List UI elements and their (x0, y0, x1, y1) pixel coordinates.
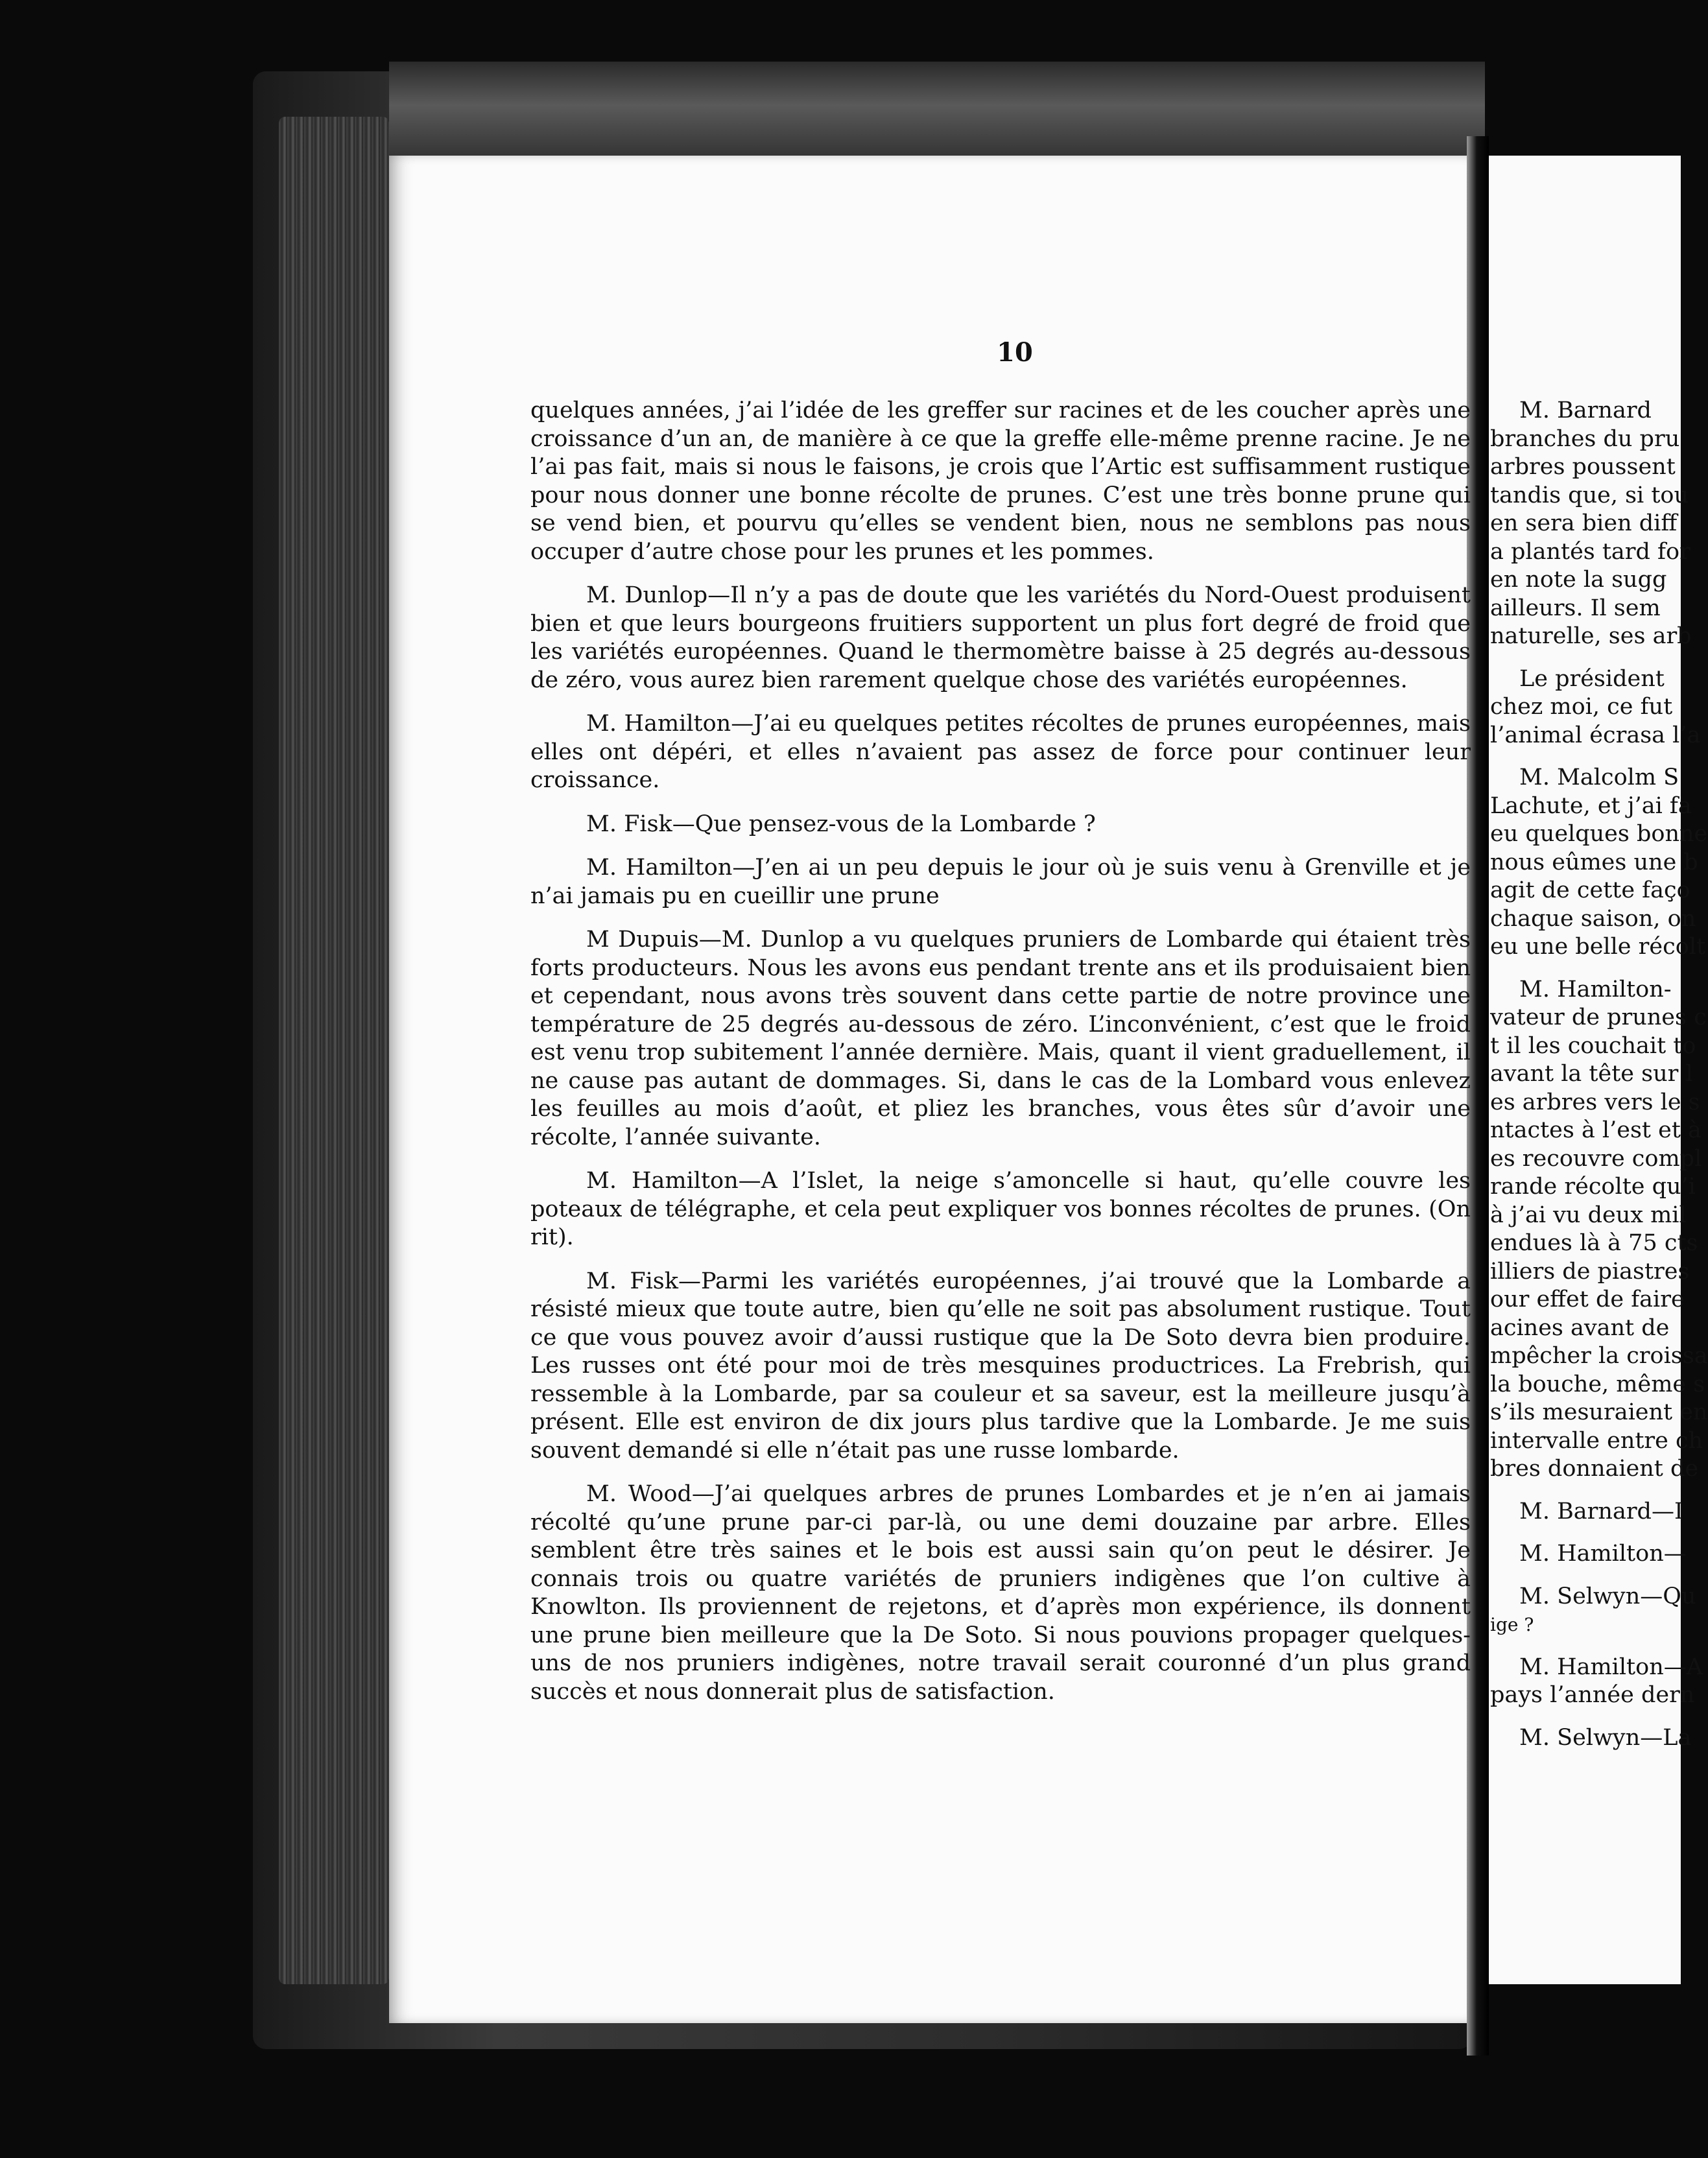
facing-line: la bouche, même s (1490, 1371, 1705, 1397)
book-top-edge (389, 62, 1485, 159)
facing-line: ntactes à l’est et à (1490, 1117, 1702, 1143)
facing-line: M. Selwyn—Qu (1519, 1583, 1696, 1609)
facing-line: ige ? (1490, 1614, 1534, 1635)
facing-line: nous eûmes une b (1490, 849, 1698, 875)
paragraph: M. Hamilton—J’en ai un peu depuis le jour où je suis venu à Grenville et je n’ai jamais pu en cueillir une prune (530, 855, 1471, 909)
facing-line: agit de cette faço (1490, 877, 1690, 903)
facing-line: chez moi, ce fut (1490, 694, 1673, 720)
facing-line: bres donnaient de (1490, 1456, 1699, 1482)
facing-line: our effet de faire (1490, 1286, 1685, 1312)
facing-line: M. Barnard—I (1519, 1498, 1683, 1524)
facing-line: pays l’année dern (1490, 1682, 1695, 1708)
facing-line: M. Hamilton—A (1519, 1654, 1703, 1680)
facing-line: M. Malcolm S (1519, 765, 1679, 790)
facing-line: branches du pru (1490, 425, 1680, 452)
facing-line: à j’ai vu deux mil (1490, 1202, 1687, 1228)
facing-line: es arbres vers le s (1490, 1089, 1700, 1115)
facing-line: en note la sugg (1490, 567, 1667, 593)
facing-line: l’animal écrasa l’a (1490, 722, 1701, 748)
paragraph: M. Fisk—Parmi les variétés européennes, j’ai trouvé que la Lombarde a résisté mieux que toute autre, bien qu’elle ne soit pas absolument rustique. Tout ce que vous pouvez avoir d’aussi rustique que la De Soto devra bien produire. Les russes ont été pour moi de très mesquines productrices. La Frebrish, qui ressemble à la Lombarde, par sa couleur et sa saveur, est la meilleure jusqu’à présent. Elle est environ de dix jours plus tardive que la Lombarde. Je me suis souvent demandé si elle n’était pas une russe lombarde. (530, 1268, 1471, 1464)
paragraph: M. Hamilton—A l’Islet, la neige s’amoncelle si haut, qu’elle couvre les poteaux de télégraphe, et cela peut expliquer vos bonnes récoltes de prunes. (On rit). (530, 1168, 1471, 1250)
paragraph: M. Dunlop—Il n’y a pas de doute que les variétés du Nord-Ouest produisent bien et que leurs bourgeons fruitiers supportent un plus fort degré de froid que les variétés européennes. Quand le thermomètre baisse à 25 degrés au-dessous de zéro, vous aurez bien rarement quelque chose des variétés européennes. (530, 582, 1471, 693)
facing-line: M. Hamilton- (1519, 976, 1672, 1002)
facing-line: en sera bien diff (1490, 510, 1678, 536)
facing-line: chaque saison, on (1490, 905, 1696, 932)
facing-line: rande récolte qu’i (1490, 1174, 1696, 1200)
facing-line: Le président (1519, 665, 1665, 692)
facing-line: eu quelques bonne (1490, 821, 1708, 847)
facing-line: endues là à 75 cts (1490, 1230, 1698, 1256)
paragraph: quelques années, j’ai l’idée de les greffer sur racines et de les coucher après une croissance d’un an, de manière à ce que la greffe elle-même prenne racine. Je ne l’ai pas fait, mais si nous le faisons, je crois que l’Artic est suffisamment rustique pour nous donner une bonne récolte de prunes. C’est une très bonne prune qui se vend bien, et pourvu qu’elles se vendent bien, nous ne semblons pas nous occuper d’autre chose pour les prunes et les pommes. (530, 397, 1471, 565)
paragraph: M. Wood—J’ai quelques arbres de prunes Lombardes et je n’en ai jamais récolté qu’une prune par-ci par-là, ou une demi douzaine par arbre. Elles semblent être très saines et le bois est aussi sain qu’on peut le désirer. Je connais trois ou quatre variétés de pruniers indigènes que l’on cultive à Knowlton. Ils proviennent de rejetons, et d’après mon expérience, ils donnent une prune bien meilleure que la De Soto. Si nous pouvions propager quelques-uns de nos pruniers indigènes, notre travail serait couronné d’un plus grand succès et nous donnerait plus de satisfaction. (530, 1481, 1471, 1705)
facing-page-text (1490, 397, 1708, 1752)
facing-line: M. Selwyn—La (1519, 1724, 1692, 1751)
paragraph: M. Fisk—Que pensez-vous de la Lombarde ? (586, 811, 1096, 837)
main-text-column (530, 397, 1471, 1722)
page-edges (279, 117, 389, 1984)
facing-line: vateur de prunes c (1490, 1004, 1707, 1030)
facing-line: es recouvre compl (1490, 1145, 1702, 1172)
facing-line: avant la tête sur l (1490, 1061, 1693, 1087)
paragraph: M Dupuis—M. Dunlop a vu quelques pruniers de Lombarde qui étaient très forts producteurs. Nous les avons eus pendant trente ans et ils produisaient bien et cependant, nous avons très souvent dans cette partie de notre province une température de 25 degrés au-dessous de zéro. L’inconvénient, c’est que le froid est venu trop subitement l’année dernière. Mais, quant il vient graduellement, il ne cause pas autant de dommages. Si, dans le cas de la Lombard vous enlevez les feuilles au mois d’août, et pliez les branches, vous êtes sûr d’avoir une récolte, l’année suivante. (530, 927, 1471, 1150)
facing-line: eu une belle récolt (1490, 934, 1706, 960)
facing-line: tandis que, si tou (1490, 482, 1689, 508)
paragraph: M. Hamilton—J’ai eu quelques petites récoltes de prunes européennes, mais elles ont dépéri, et elles n’avaient pas assez de force pour continuer leur croissance. (530, 711, 1471, 793)
facing-line: M. Barnard (1519, 397, 1652, 423)
facing-line: intervalle entre ch (1490, 1427, 1703, 1454)
facing-line: ailleurs. Il sem (1490, 595, 1661, 621)
facing-line: arbres poussent (1490, 454, 1676, 480)
facing-line: mpêcher la croissa (1490, 1343, 1708, 1369)
facing-line: Lachute, et j’ai fa (1490, 792, 1692, 819)
facing-line: naturelle, ses arb (1490, 623, 1692, 649)
facing-line: M. Hamilton— (1519, 1541, 1687, 1567)
facing-line: s’ils mesuraient en (1490, 1399, 1708, 1425)
page-number: 10 (997, 337, 1033, 368)
facing-line: illiers de piastres (1490, 1258, 1690, 1285)
facing-line: t il les couchait to (1490, 1032, 1696, 1059)
facing-line: acines avant de (1490, 1314, 1670, 1341)
facing-line: a plantés tard for (1490, 538, 1690, 565)
